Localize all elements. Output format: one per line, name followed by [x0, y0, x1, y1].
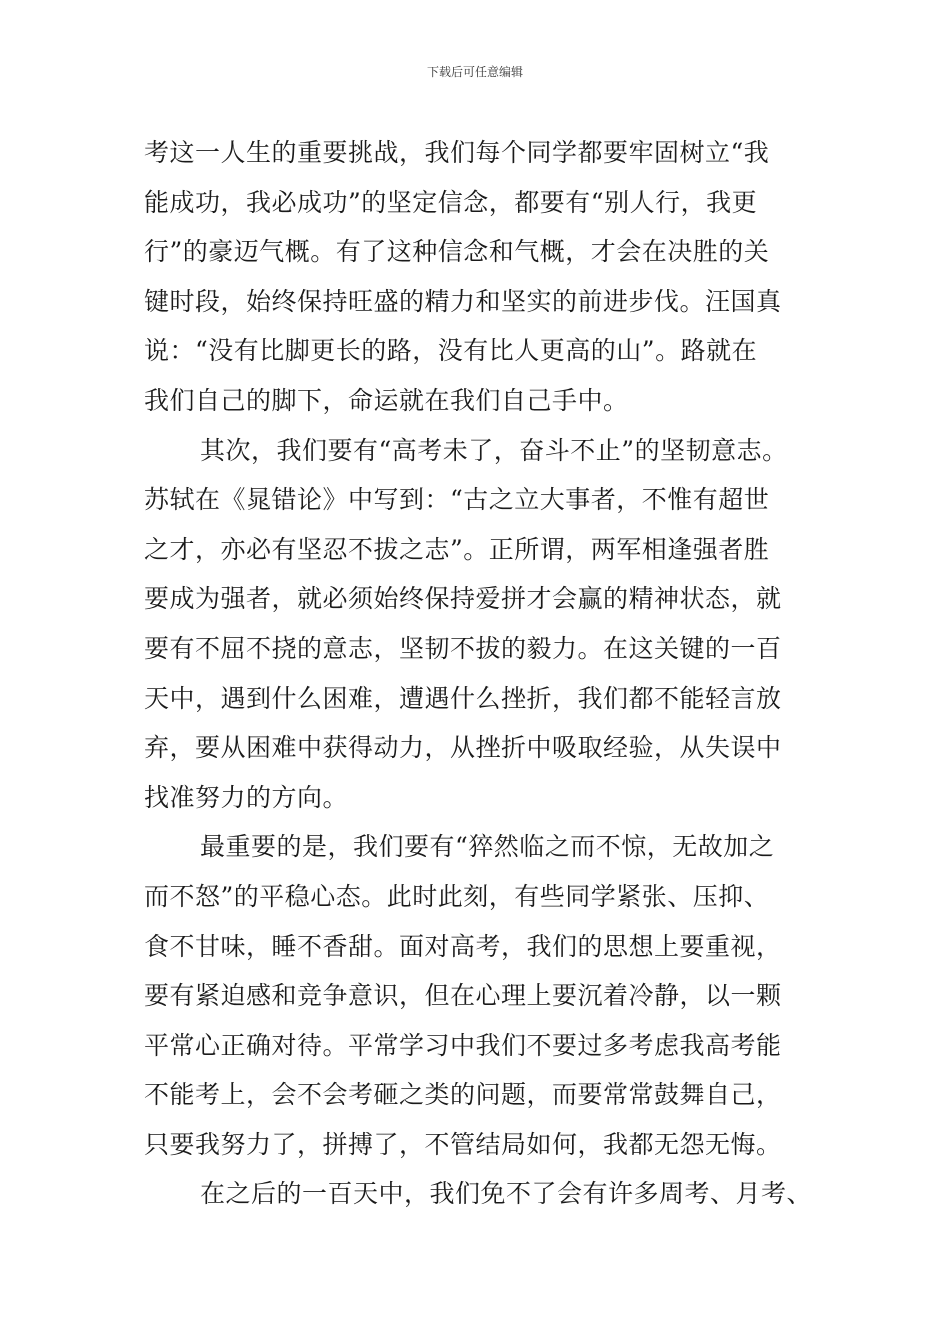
text-line: 键时段，始终保持旺盛的精力和坚实的前进步伐。汪国真 [144, 286, 782, 316]
text-line: 之才，亦必有坚忍不拔之志”。正所谓，两军相逢强者胜 [144, 534, 770, 564]
text-line: 食不甘味，睡不香甜。面对高考，我们的思想上要重视， [144, 931, 782, 961]
text-line: 只要我努力了，拼搏了，不管结局如何，我都无怨无悔。 [144, 1129, 782, 1159]
text-line: 我们自己的脚下，命运就在我们自己手中。 [144, 385, 629, 415]
text-line: 行”的豪迈气概。有了这种信念和气概，才会在决胜的关 [144, 237, 770, 267]
text-line: 弃，要从困难中获得动力，从挫折中吸取经验，从失误中 [144, 733, 782, 763]
text-line: 能成功，我必成功”的坚定信念，都要有“别人行，我更 [144, 187, 758, 217]
text-line: 不能考上，会不会考砸之类的问题，而要常常鼓舞自己， [144, 1080, 782, 1110]
text-line: 平常心正确对待。平常学习中我们不要过多考虑我高考能 [144, 1030, 782, 1060]
text-line: 要有紧迫感和竞争意识，但在心理上要沉着冷静，以一颗 [144, 981, 782, 1011]
text-line: 找准努力的方向。 [144, 782, 349, 812]
text-line: 而不怒”的平稳心态。此时此刻，有些同学紧张、压抑、 [144, 881, 770, 911]
page-header: 下载后可任意编辑 [426, 65, 523, 79]
text-line: 要有不屈不挠的意志，坚韧不拔的毅力。在这关键的一百 [144, 633, 782, 663]
text-line: 最重要的是，我们要有“猝然临之而不惊，无故加之 [200, 832, 775, 862]
text-line: 天中，遇到什么困难，遭遇什么挫折，我们都不能轻言放 [144, 683, 782, 713]
text-line: 要成为强者，就必须始终保持爱拼才会赢的精神状态，就 [144, 584, 782, 614]
text-line: 苏轼在《晁错论》中写到：“古之立大事者，不惟有超世 [144, 485, 770, 515]
text-line: 其次，我们要有“高考未了，奋斗不止”的坚韧意志。 [200, 435, 788, 465]
text-line: 在之后的一百天中，我们免不了会有许多周考、月考、 [200, 1179, 813, 1209]
document-body [144, 128, 824, 1219]
text-line: 说：“没有比脚更长的路，没有比人更高的山”。路就在 [144, 336, 758, 366]
text-line: 考这一人生的重要挑战，我们每个同学都要牢固树立“我 [144, 138, 770, 167]
